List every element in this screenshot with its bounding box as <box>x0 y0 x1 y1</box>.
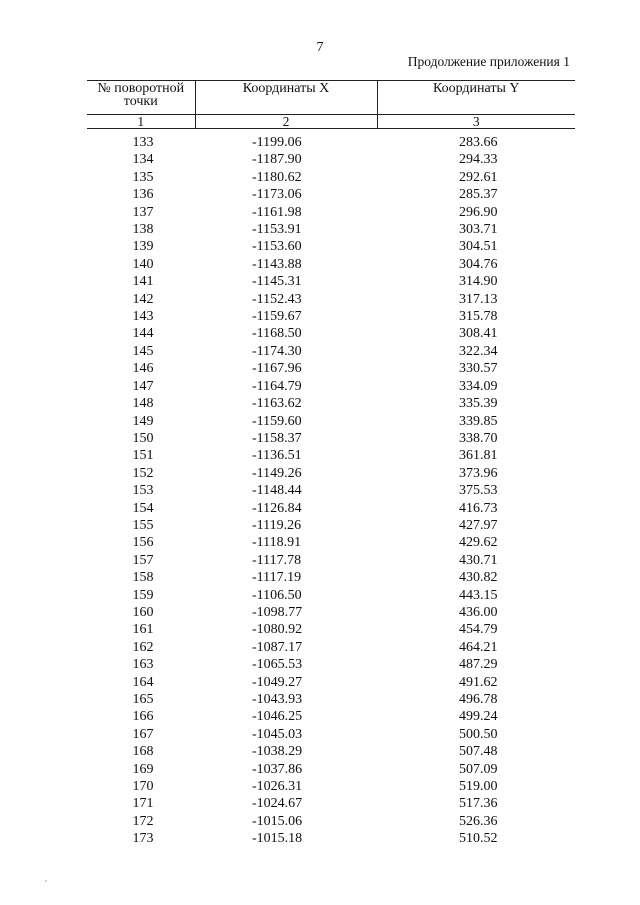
coord-x-cell: -1046.25 <box>252 709 303 725</box>
scan-speck <box>45 880 47 882</box>
point-number-cell: 141 <box>132 274 154 290</box>
coord-x-cell: -1199.06 <box>252 135 302 150</box>
point-number-cell: 146 <box>132 361 154 377</box>
coord-x-cell: -1098.77 <box>252 604 303 620</box>
table-row <box>87 639 575 656</box>
point-number-cell: 144 <box>132 326 154 342</box>
header-col-number-2: 2 <box>195 115 377 129</box>
coord-x-cell: -1043.93 <box>252 692 303 707</box>
header-point-number: № поворотной точки <box>87 81 195 115</box>
point-number-cell: 155 <box>132 517 154 533</box>
coord-x-cell: -1163.62 <box>252 396 302 412</box>
point-number-cell: 140 <box>132 256 154 272</box>
point-number-cell: 137 <box>132 204 154 220</box>
table-row <box>87 465 575 482</box>
header-col-number-1: 1 <box>87 115 195 129</box>
coord-y-cell: 339.85 <box>459 413 498 429</box>
table-row <box>87 726 575 743</box>
point-number-cell: 139 <box>132 239 154 255</box>
coord-x-cell: -1187.90 <box>252 152 302 168</box>
point-number-cell: 148 <box>132 396 154 412</box>
table-row <box>87 256 575 273</box>
coord-x-cell: -1015.06 <box>252 813 303 829</box>
table-row <box>87 691 575 708</box>
header-col-number-3: 3 <box>377 115 575 129</box>
coord-x-cell: -1136.51 <box>252 448 302 464</box>
coordinates-table-container <box>87 80 575 848</box>
coord-y-cell: 303.71 <box>459 222 498 238</box>
coord-y-cell: 308.41 <box>459 326 498 342</box>
point-number-cell: 166 <box>132 709 154 725</box>
table-row <box>87 238 575 255</box>
point-number-cell: 135 <box>132 169 154 185</box>
table-row <box>87 708 575 725</box>
coord-y-cell: 430.82 <box>459 570 498 586</box>
table-header <box>87 81 575 129</box>
coord-y-cell: 517.36 <box>459 796 498 812</box>
point-number-cell: 145 <box>132 343 154 359</box>
point-number-cell: 136 <box>132 187 154 203</box>
coord-y-cell: 285.37 <box>459 187 498 203</box>
coord-x-cell: -1167.96 <box>252 361 302 377</box>
header-coord-x: Координаты X <box>195 81 377 115</box>
table-row <box>87 482 575 499</box>
coord-y-cell: 292.61 <box>459 169 498 185</box>
coord-y-cell: 283.66 <box>459 135 498 150</box>
point-number-cell: 157 <box>132 552 154 568</box>
coord-x-cell: -1118.91 <box>252 535 302 551</box>
coord-y-cell: 314.90 <box>459 274 498 290</box>
point-number-cell: 167 <box>132 726 154 742</box>
coord-x-cell: -1117.78 <box>252 552 302 568</box>
point-number-cell: 169 <box>132 761 154 777</box>
coord-y-cell: 322.34 <box>459 343 498 359</box>
point-number-cell: 168 <box>132 744 154 760</box>
coord-x-cell: -1145.31 <box>252 274 302 290</box>
coord-x-cell: -1173.06 <box>252 187 302 203</box>
header-coord-y: Координаты Y <box>377 81 575 115</box>
coord-x-cell: -1159.67 <box>252 309 302 325</box>
table-row <box>87 204 575 221</box>
coord-x-cell: -1049.27 <box>252 674 303 690</box>
coord-y-cell: 491.62 <box>459 674 498 690</box>
table-row <box>87 743 575 760</box>
point-number-cell: 147 <box>132 378 154 394</box>
coord-y-cell: 361.81 <box>459 448 498 464</box>
point-number-cell: 173 <box>132 831 154 847</box>
coord-x-cell: -1126.84 <box>252 500 302 516</box>
point-number-cell: 165 <box>132 692 154 707</box>
coord-x-cell: -1024.67 <box>252 796 303 812</box>
coord-x-cell: -1159.60 <box>252 413 302 429</box>
coord-x-cell: -1045.03 <box>252 726 303 742</box>
point-number-cell: 172 <box>132 813 154 829</box>
coord-x-cell: -1174.30 <box>252 343 302 359</box>
table-row <box>87 830 575 847</box>
table-row <box>87 291 575 308</box>
coord-x-cell: -1080.92 <box>252 622 303 638</box>
point-number-cell: 159 <box>132 587 154 603</box>
coord-x-cell: -1026.31 <box>252 779 303 795</box>
coord-y-cell: 416.73 <box>459 500 498 516</box>
coord-y-cell: 500.50 <box>459 726 498 742</box>
table-row <box>87 325 575 342</box>
table-row <box>87 587 575 604</box>
table-row <box>87 129 575 152</box>
table-row <box>87 569 575 586</box>
table-row <box>87 430 575 447</box>
table-row <box>87 778 575 795</box>
coord-y-cell: 464.21 <box>459 639 498 655</box>
table-row <box>87 761 575 778</box>
coord-x-cell: -1065.53 <box>252 657 303 673</box>
table-row <box>87 360 575 377</box>
table-row <box>87 674 575 691</box>
coord-y-cell: 427.97 <box>459 517 498 533</box>
coord-x-cell: -1037.86 <box>252 761 303 777</box>
point-number-cell: 171 <box>132 796 154 812</box>
table-row <box>87 395 575 412</box>
point-number-cell: 161 <box>132 622 154 638</box>
header-row <box>87 81 575 115</box>
coord-y-cell: 507.48 <box>459 744 498 760</box>
point-number-cell: 162 <box>132 639 154 655</box>
point-number-cell: 150 <box>132 430 154 446</box>
coord-y-cell: 430.71 <box>459 552 498 568</box>
coord-y-cell: 315.78 <box>459 309 498 325</box>
coord-y-cell: 373.96 <box>459 465 498 481</box>
table-row <box>87 378 575 395</box>
coord-y-cell: 304.76 <box>459 256 498 272</box>
table-row <box>87 621 575 638</box>
coord-y-cell: 436.00 <box>459 604 498 620</box>
coord-y-cell: 338.70 <box>459 430 498 446</box>
point-number-cell: 164 <box>132 674 154 690</box>
table-row <box>87 308 575 325</box>
point-number-cell: 170 <box>132 779 154 795</box>
coord-y-cell: 487.29 <box>459 657 498 673</box>
point-number-cell: 138 <box>132 222 154 238</box>
coord-x-cell: -1152.43 <box>252 291 302 307</box>
coord-y-cell: 526.36 <box>459 813 498 829</box>
coord-x-cell: -1038.29 <box>252 744 303 760</box>
coord-x-cell: -1087.17 <box>252 639 303 655</box>
table-row <box>87 500 575 517</box>
continuation-caption: Продолжение приложения 1 <box>407 54 570 69</box>
coord-x-cell: -1149.26 <box>252 465 302 481</box>
table-row <box>87 552 575 569</box>
coord-x-cell: -1117.19 <box>252 570 302 586</box>
coord-y-cell: 296.90 <box>459 204 498 220</box>
coord-x-cell: -1153.91 <box>252 222 302 238</box>
table-row <box>87 656 575 673</box>
coord-x-cell: -1143.88 <box>252 256 302 272</box>
coord-x-cell: -1168.50 <box>252 326 302 342</box>
coord-y-cell: 510.52 <box>459 831 498 847</box>
coord-y-cell: 429.62 <box>459 535 498 551</box>
table-row <box>87 413 575 430</box>
coord-x-cell: -1106.50 <box>252 587 302 603</box>
coord-x-cell: -1158.37 <box>252 430 302 446</box>
point-number-cell: 149 <box>132 413 154 429</box>
coord-y-cell: 443.15 <box>459 587 498 603</box>
point-number-cell: 151 <box>132 448 154 464</box>
table-row <box>87 221 575 238</box>
coord-x-cell: -1153.60 <box>252 239 302 255</box>
coord-y-cell: 519.00 <box>459 779 498 795</box>
point-number-cell: 133 <box>132 135 154 150</box>
table-body <box>87 129 575 848</box>
point-number-cell: 156 <box>132 535 154 551</box>
point-number-cell: 142 <box>132 291 154 307</box>
table-row <box>87 447 575 464</box>
coord-y-cell: 304.51 <box>459 239 498 255</box>
coord-y-cell: 335.39 <box>459 396 498 412</box>
table-row <box>87 517 575 534</box>
coord-y-cell: 375.53 <box>459 483 498 499</box>
table-row <box>87 169 575 186</box>
table-row <box>87 343 575 360</box>
coord-y-cell: 454.79 <box>459 622 498 638</box>
table-row <box>87 795 575 812</box>
table-row <box>87 151 575 168</box>
coord-y-cell: 330.57 <box>459 361 498 377</box>
point-number-cell: 134 <box>132 152 154 168</box>
coord-y-cell: 499.24 <box>459 709 498 725</box>
point-number-cell: 154 <box>132 500 154 516</box>
table-row <box>87 273 575 290</box>
table-row <box>87 813 575 830</box>
coord-y-cell: 334.09 <box>459 378 498 394</box>
point-number-cell: 158 <box>132 570 154 586</box>
coord-x-cell: -1119.26 <box>252 517 302 533</box>
table-row <box>87 186 575 203</box>
coord-x-cell: -1161.98 <box>252 204 302 220</box>
page-number: 7 <box>316 40 324 55</box>
point-number-cell: 152 <box>132 465 154 481</box>
header-number-row <box>87 115 575 129</box>
coord-y-cell: 294.33 <box>459 152 498 168</box>
table-row <box>87 534 575 551</box>
coord-x-cell: -1148.44 <box>252 483 302 499</box>
point-number-cell: 160 <box>132 604 154 620</box>
point-number-cell: 143 <box>132 309 154 325</box>
point-number-cell: 163 <box>132 657 154 673</box>
coordinates-table <box>87 80 575 848</box>
coord-y-cell: 317.13 <box>459 291 498 307</box>
coord-x-cell: -1164.79 <box>252 378 302 394</box>
table-row <box>87 604 575 621</box>
point-number-cell: 153 <box>132 483 154 499</box>
coord-y-cell: 496.78 <box>459 692 498 707</box>
coord-y-cell: 507.09 <box>459 761 498 777</box>
coord-x-cell: -1015.18 <box>252 831 303 847</box>
coord-x-cell: -1180.62 <box>252 169 302 185</box>
